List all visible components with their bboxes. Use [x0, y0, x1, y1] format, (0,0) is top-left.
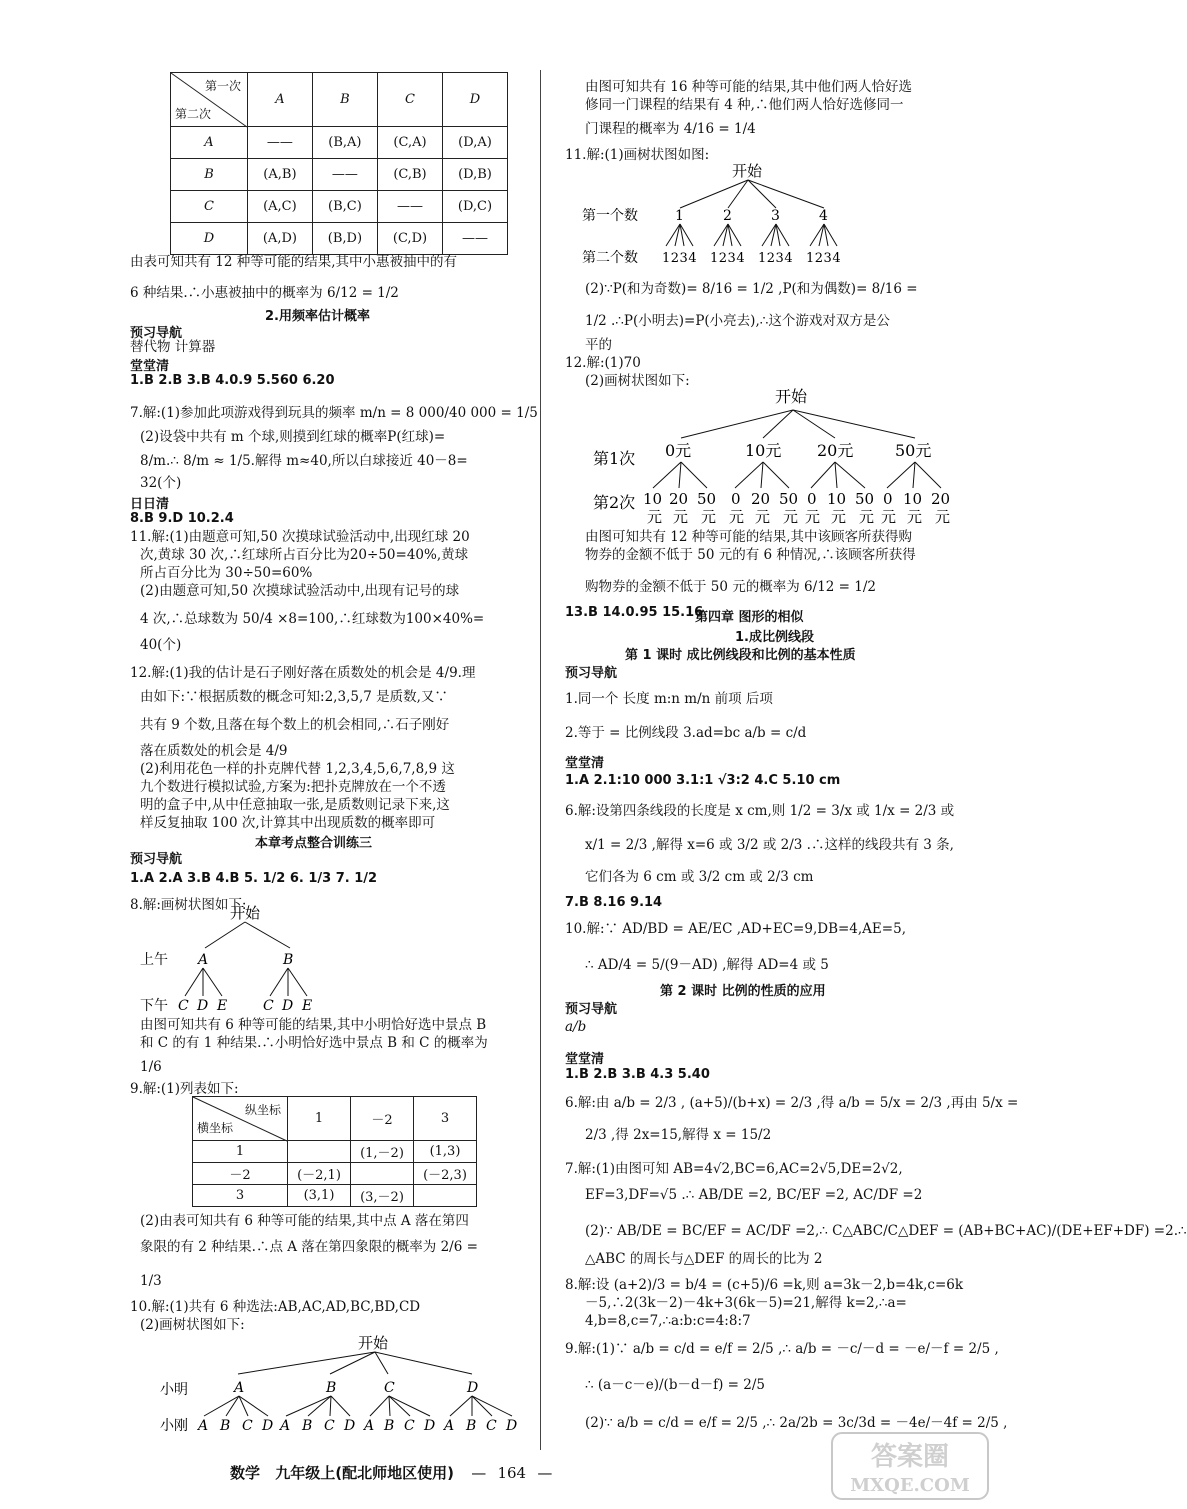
- lesson-title: 第 2 课时 比例的性质的应用: [660, 984, 826, 999]
- tree-node: A: [444, 1418, 455, 1434]
- footer-grade: 九年级上(配北师地区使用): [275, 1464, 454, 1482]
- answers-line: 8.B 9.D 10.2.4: [130, 511, 234, 526]
- text-line: 替代物 计算器: [130, 339, 216, 355]
- section-label: 堂堂清: [565, 1052, 605, 1067]
- text-line: 修同一门课程的结果有 4 种,∴他们两人恰好选修同一: [585, 97, 904, 113]
- text-line: (2)∵ a/b = c/d = e/f = 2/5 ,∴ 2a/2b = 3c/3d = －4e/－4f = 2/5 ,: [585, 1415, 1008, 1431]
- page-footer: 数学 九年级上(配北师地区使用) — 164 —: [230, 1464, 553, 1482]
- text-line: 6 种结果.∴小惠被抽中的概率为 6/12 = 1/2: [130, 285, 399, 301]
- text-line: 由如下:∵根据质数的概念可知:2,3,5,7 是质数,又∵: [140, 689, 448, 705]
- section-title: 本章考点整合训练三: [255, 836, 373, 851]
- tree-start: 开始: [732, 162, 763, 180]
- text-line: (2)设袋中共有 m 个球,则摸到红球的概率P(红球)=: [140, 429, 446, 445]
- text-line: 12.解:(1)我的估计是石子刚好落在质数处的机会是 4/9.理: [130, 665, 476, 681]
- footer-subject: 数学: [230, 1464, 261, 1482]
- tree-node: 0: [731, 490, 741, 508]
- text-line: 11.解:(1)画树状图如图:: [565, 147, 710, 163]
- tree-node: 1234: [662, 251, 698, 266]
- tree-node: B: [283, 952, 294, 968]
- tree-unit: 元: [783, 508, 799, 526]
- text-line: (2)∵ AB/DE = BC/EF = AC/DF =2,∴ C△ABC/C△DEF = (AB+BC+AC)/(DE+EF+DF) =2.∴: [585, 1223, 1187, 1239]
- text-line: ∴ AD/4 = 5/(9－AD) ,解得 AD=4 或 5: [585, 957, 829, 973]
- tree-node: B: [302, 1418, 313, 1434]
- tree-start: 开始: [230, 904, 261, 922]
- text-line: 由表可知共有 12 种等可能的结果,其中小惠被抽中的有: [130, 254, 458, 270]
- text-line: 1/2 .∴P(小明去)=P(小亮去),∴这个游戏对双方是公: [585, 313, 890, 329]
- tree-unit: 元: [881, 508, 897, 526]
- chapter-title: 第四章 图形的相似: [695, 610, 804, 625]
- tree-unit: 元: [755, 508, 771, 526]
- tree-unit: 元: [729, 508, 745, 526]
- text-line: 8.解:画树状图如下:: [130, 897, 247, 913]
- text-line: 样反复抽取 100 次,计算其中出现质数的概率即可: [140, 815, 436, 831]
- text-line: 12.解:(1)70: [565, 355, 641, 371]
- tree-node: B: [466, 1418, 477, 1434]
- tree-row-label: 上午: [140, 952, 168, 968]
- tree-node: 20元: [817, 441, 854, 460]
- section-label: 预习导航: [565, 666, 618, 681]
- tree-node: B: [326, 1380, 337, 1396]
- text-line: 8.解:设 (a+2)/3 = b/4 = (c+5)/6 =k,则 a=3k－2,b=4k,c=6k: [565, 1277, 964, 1293]
- lesson-title: 第 1 课时 成比例线段和比例的基本性质: [625, 648, 856, 663]
- text-line: 共有 9 个数,且落在每个数上的机会相同,∴石子刚好: [140, 717, 450, 733]
- section-label: 堂堂清: [130, 359, 170, 374]
- section-label: 预习导航: [565, 1002, 618, 1017]
- text-line: 7.解:(1)由图可知 AB=4√2,BC=6,AC=2√5,DE=2√2,: [565, 1161, 903, 1177]
- tree-unit: 元: [673, 508, 689, 526]
- text-line: (2)画树状图如下:: [585, 373, 690, 389]
- table-row: D (A,D) (B,D) (C,D) ——: [171, 223, 508, 255]
- tree-row-label: 第2次: [593, 493, 636, 512]
- tree-diagram-10: [150, 1330, 530, 1438]
- text-line: 物券的金额不低于 50 元的有 6 种情况,∴该顾客所获得: [585, 547, 916, 563]
- text-line: a/b: [565, 1019, 587, 1035]
- tree-node: 0: [883, 490, 893, 508]
- tree-node: E: [302, 998, 313, 1014]
- tree-unit: 元: [701, 508, 717, 526]
- text-line: 由图可知共有 6 种等可能的结果,其中小明恰好选中景点 B: [140, 1017, 487, 1033]
- text-line: 象限的有 2 种结果.∴点 A 落在第四象限的概率为 2/6 =: [140, 1239, 478, 1255]
- text-line: 购物券的金额不低于 50 元的概率为 6/12 = 1/2: [585, 579, 876, 595]
- text-line: 明的盒子中,从中任意抽取一张,是质数则记录下来,这: [140, 797, 450, 813]
- tree-node: D: [282, 998, 294, 1014]
- tree-node: C: [404, 1418, 415, 1434]
- text-line: 由图可知共有 12 种等可能的结果,其中该顾客所获得购: [585, 529, 913, 545]
- column-divider: [540, 70, 541, 1450]
- text-line: 和 C 的有 1 种结果.∴小明恰好选中景点 B 和 C 的概率为: [140, 1035, 488, 1051]
- text-line: EF=3,DF=√5 .∴ AB/DE =2, BC/EF =2, AC/DF =2: [585, 1187, 923, 1203]
- tree-unit: 元: [907, 508, 923, 526]
- tree-node: D: [424, 1418, 436, 1434]
- tree-node: 0: [807, 490, 817, 508]
- tree-unit: 元: [935, 508, 951, 526]
- answers-line: 1.B 2.B 3.B 4.3 5.40: [565, 1067, 710, 1082]
- tree-node: E: [217, 998, 228, 1014]
- text-line: 所占百分比为 30÷50=60%: [140, 565, 313, 581]
- tree-node: 1234: [758, 251, 794, 266]
- text-line: 4,b=8,c=7,∴a:b:c=4:8:7: [585, 1313, 751, 1329]
- text-line: 它们各为 6 cm 或 3/2 cm 或 2/3 cm: [585, 869, 814, 885]
- text-line: 10.解:(1)共有 6 种选法:AB,AC,AD,BC,BD,CD: [130, 1299, 421, 1315]
- tree-node: 2: [723, 208, 732, 224]
- tree-row-label: 第1次: [593, 449, 636, 468]
- text-line: 落在质数处的机会是 4/9: [140, 743, 288, 759]
- text-line: 门课程的概率为 4/16 = 1/4: [585, 121, 756, 137]
- table-header: D: [442, 73, 507, 127]
- tree-node: D: [197, 998, 209, 1014]
- table-row: －2 (－2,1) (－2,3): [193, 1163, 477, 1185]
- section-label: 预习导航: [130, 852, 183, 867]
- text-line: 9.解:(1)∵ a/b = c/d = e/f = 2/5 ,∴ a/b = －c/－d = －e/－f = 2/5 ,: [565, 1341, 999, 1357]
- text-line: △ABC 的周长与△DEF 的周长的比为 2: [585, 1251, 823, 1267]
- answers-line: 1.A 2.1:10 000 3.1:1 √3:2 4.C 5.10 cm: [565, 773, 841, 788]
- tree-node: 4: [819, 208, 828, 224]
- tree-row-label: 第二个数: [582, 250, 638, 266]
- section-label: 日日清: [130, 497, 170, 512]
- section-title: 2.用频率估计概率: [265, 309, 370, 324]
- tree-node: A: [198, 1418, 209, 1434]
- tree-unit: 元: [647, 508, 663, 526]
- tree-row-label: 小明: [160, 1382, 188, 1398]
- tree-node: D: [467, 1380, 479, 1396]
- text-line: (2)∵P(和为奇数)= 8/16 = 1/2 ,P(和为偶数)= 8/16 =: [585, 281, 918, 297]
- tree-node: 50元: [895, 441, 932, 460]
- text-line: 8/m.∴ 8/m ≈ 1/5.解得 m≈40,所以白球接近 40－8=: [140, 453, 468, 469]
- tree-node: 3: [771, 208, 780, 224]
- table-row: 1 (1,－2) (1,3): [193, 1141, 477, 1163]
- tree-node: A: [198, 952, 209, 968]
- tree-node: 1234: [806, 251, 842, 266]
- tree-node: C: [242, 1418, 253, 1434]
- tree-node: C: [263, 998, 274, 1014]
- text-line: 32(个): [140, 475, 182, 491]
- tree-node: A: [364, 1418, 375, 1434]
- section-title: 1.成比例线段: [735, 630, 814, 645]
- tree-node: B: [220, 1418, 231, 1434]
- tree-diagram-12: [585, 384, 965, 524]
- tree-row-label: 下午: [140, 998, 168, 1014]
- text-line: －5,∴2(3k－2)－4k+3(6k－5)=21,解得 k=2,∴a=: [585, 1295, 907, 1311]
- watermark-logo: [830, 1431, 990, 1501]
- text-line: 次,黄球 30 次,∴红球所占百分比为20÷50=40%,黄球: [140, 547, 469, 563]
- tree-node: 10: [643, 490, 663, 508]
- text-line: 2.等于 = 比例线段 3.ad=bc a/b = c/d: [565, 725, 807, 741]
- answers-line: 1.B 2.B 3.B 4.0.9 5.560 6.20: [130, 373, 335, 388]
- tree-node: 50: [779, 490, 799, 508]
- text-line: ∴ (a－c－e)/(b－d－f) = 2/5: [585, 1377, 765, 1393]
- text-line: 9.解:(1)列表如下:: [130, 1081, 239, 1097]
- tree-node: 1: [675, 208, 684, 224]
- tree-node: D: [262, 1418, 274, 1434]
- tree-unit: 元: [859, 508, 875, 526]
- text-line: 1.同一个 长度 m:n m/n 前项 后项: [565, 691, 773, 707]
- table-header: －2: [351, 1097, 414, 1141]
- tree-node: C: [178, 998, 189, 1014]
- tree-unit: 元: [831, 508, 847, 526]
- table-header: 3: [414, 1097, 477, 1141]
- text-line: x/1 = 2/3 ,解得 x=6 或 3/2 或 2/3 .∴这样的线段共有 3 条,: [585, 837, 954, 853]
- text-line: 11.解:(1)由题意可知,50 次摸球试验活动中,出现红球 20: [130, 529, 470, 545]
- tree-node: C: [324, 1418, 335, 1434]
- tree-node: C: [486, 1418, 497, 1434]
- tree-node: D: [506, 1418, 518, 1434]
- tree-unit: 元: [805, 508, 821, 526]
- text-line: 1/3: [140, 1273, 162, 1289]
- tree-row-label: 小刚: [160, 1418, 188, 1434]
- text-line: 6.解:设第四条线段的长度是 x cm,则 1/2 = 3/x 或 1/x = 2/3 或: [565, 803, 955, 819]
- tree-diagram-11: [580, 158, 880, 270]
- tree-node: B: [384, 1418, 395, 1434]
- text-line: 10.解:∵ AD/BD = AE/EC ,AD+EC=9,DB=4,AE=5,: [565, 921, 906, 937]
- answers-line: 7.B 8.16 9.14: [565, 895, 663, 910]
- table-header: A: [248, 73, 313, 127]
- text-line: 4 次,∴总球数为 50/4 ×8=100,∴红球数为100×40%=: [140, 611, 485, 627]
- coordinate-table-2: [192, 1096, 477, 1207]
- text-line: (2)画树状图如下:: [140, 1317, 245, 1333]
- tree-start: 开始: [358, 1334, 389, 1352]
- tree-start: 开始: [775, 387, 808, 406]
- tree-row-label: 第一个数: [582, 208, 638, 224]
- tree-node: 20: [931, 490, 951, 508]
- sample-space-table-1: [170, 72, 508, 255]
- text-line: (2)由表可知共有 6 种等可能的结果,其中点 A 落在第四: [140, 1213, 469, 1229]
- text-line: 6.解:由 a/b = 2/3 , (a+5)/(b+x) = 2/3 ,得 a/b = 5/x = 2/3 ,再由 5/x =: [565, 1095, 1019, 1111]
- tree-node: 50: [855, 490, 875, 508]
- table-row: 3 (3,1) (3,－2): [193, 1185, 477, 1207]
- table-row: C (A,C) (B,C) —— (D,C): [171, 191, 508, 223]
- tree-node: 20: [751, 490, 771, 508]
- text-line: 由图可知共有 16 种等可能的结果,其中他们两人恰好选: [585, 79, 913, 95]
- table-corner: 第一次 第二次: [171, 73, 248, 127]
- tree-node: 20: [669, 490, 689, 508]
- text-line: 40(个): [140, 637, 182, 653]
- tree-node: A: [280, 1418, 291, 1434]
- table-row: A —— (B,A) (C,A) (D,A): [171, 127, 508, 159]
- answers-line: 1.A 2.A 3.B 4.B 5. 1/2 6. 1/3 7. 1/2: [130, 871, 378, 886]
- watermark-top: 答案圈: [870, 1442, 950, 1472]
- tree-node: D: [344, 1418, 356, 1434]
- page-number: 164: [497, 1464, 527, 1482]
- text-line: 九个数进行模拟试验,方案为:把扑克牌放在一个不透: [140, 779, 446, 795]
- tree-node: 10元: [745, 441, 782, 460]
- text-line: 2/3 ,得 2x=15,解得 x = 15/2: [585, 1127, 772, 1143]
- text-line: 7.解:(1)参加此项游戏得到玩具的频率 m/n = 8 000/40 000 = 1/5: [130, 405, 538, 421]
- tree-node: 10: [903, 490, 923, 508]
- table-header: B: [312, 73, 377, 127]
- tree-node: 50: [697, 490, 717, 508]
- table-header: 1: [288, 1097, 351, 1141]
- tree-node: C: [384, 1380, 395, 1396]
- text-line: (2)由题意可知,50 次摸球试验活动中,出现有记号的球: [140, 583, 460, 599]
- tree-node: 0元: [665, 441, 692, 460]
- table-corner: 纵坐标 横坐标: [193, 1097, 288, 1141]
- table-row: B (A,B) —— (C,B) (D,B): [171, 159, 508, 191]
- tree-node: 10: [827, 490, 847, 508]
- tree-node: 1234: [710, 251, 746, 266]
- tree-node: A: [234, 1380, 245, 1396]
- answers-line: 13.B 14.0.95 15.16: [565, 605, 704, 620]
- text-line: 1/6: [140, 1059, 162, 1075]
- tree-diagram-8: [130, 900, 390, 1015]
- section-label: 堂堂清: [565, 756, 605, 771]
- text-line: 平的: [585, 337, 612, 353]
- section-label: 预习导航: [130, 326, 183, 341]
- text-line: (2)利用花色一样的扑克牌代替 1,2,3,4,5,6,7,8,9 这: [140, 761, 455, 777]
- table-header: C: [377, 73, 442, 127]
- watermark-bottom: MXQE.COM: [850, 1475, 970, 1496]
